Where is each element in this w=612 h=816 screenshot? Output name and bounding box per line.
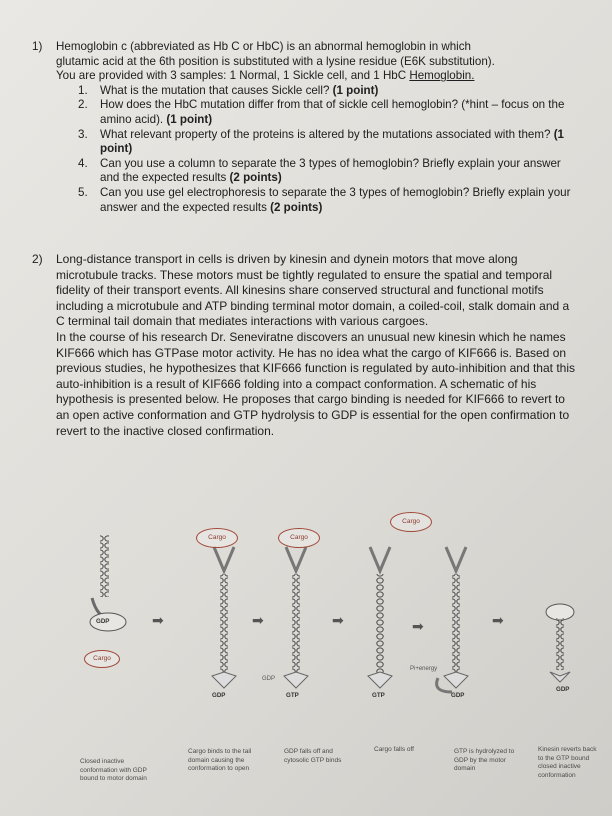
stage-caption: GDP falls off and cytosolic GTP binds [284, 748, 342, 764]
subquestion: 4. Can you use a column to separate the 3 types of hemoglobin? Briefly explain your answer and the expected results (2 points) [78, 156, 561, 185]
q1-subquestions [78, 84, 572, 215]
gtp-label: GTP [372, 692, 385, 699]
cargo-oval: Cargo [196, 528, 238, 548]
cargo-oval: Cargo [390, 512, 432, 532]
stage-caption: Kinesin reverts back to the GTP bound closed inactive conformation [538, 746, 597, 779]
subquestion: 3. What relevant property of the proteins is altered by the mutations associated with them? (1 point) [78, 127, 564, 156]
stage-caption: Closed inactive conformation with GDP bound to motor domain [80, 758, 147, 783]
q2-paragraph: In the course of his research Dr. Seneviratne discovers an unusual new kinesin which he names KIF666 which has GTPase motor activity. He has no idea what the cargo of KIF666 is. Based on previous studies, he hypothesizes that KIF666 function is regulated by auto-inhibition and that this auto-inhibition is a result of KIF666 folding into a compact conformation. A schematic of his hypothesis is presented below. He proposes that cargo binding is needed for KIF666 to revert to an open active conformation and GTP hydrolysis to GDP is essential for the open confirmation to revert to the inactive closed confirmation. [56, 329, 575, 438]
gdp-label: GDP [556, 686, 570, 693]
gdp-label: GDP [96, 618, 110, 625]
right-arrow-icon: ➡ [492, 612, 504, 628]
q1-line: Hemoglobin c (abbreviated as Hb C or HbC) is an abnormal hemoglobin in which [56, 40, 472, 53]
right-arrow-icon: ➡ [252, 612, 264, 628]
cargo-oval: Cargo [278, 528, 320, 548]
gdp-falling-label: GDP [262, 676, 276, 682]
question-number: 1) [32, 40, 43, 53]
question-2 [32, 252, 577, 439]
kinesin-closed-1 [90, 535, 126, 631]
kinesin-open-3 [284, 547, 308, 688]
kinesin-open-4 [368, 547, 392, 688]
kinesin-schematic [0, 500, 612, 816]
question-1 [32, 40, 572, 215]
right-arrow-icon: ➡ [152, 612, 164, 628]
cargo-oval: Cargo [84, 650, 120, 668]
gdp-label: GDP [212, 692, 226, 699]
kinesin-open-5 [437, 547, 468, 692]
kinesin-closed-6 [546, 604, 574, 682]
q1-line: glutamic acid at the 6th position is substituted with a lysine residue (E6K substitution). [56, 54, 495, 68]
kinesin-open-2 [212, 547, 236, 688]
stage-caption: GTP is hydrolyzed to GDP by the motor domain [454, 748, 515, 773]
question-number: 2) [32, 252, 43, 266]
right-arrow-icon: ➡ [332, 612, 344, 628]
pi-energy-label: Pi+energy [410, 666, 438, 672]
subquestion: 2. How does the HbC mutation differ from that of sickle cell hemoglobin? (*hint – focus on the amino acid). (1 point) [78, 98, 565, 126]
stage-caption: Cargo falls off [374, 746, 414, 753]
right-arrow-icon: ➡ [412, 618, 424, 634]
stage-caption: Cargo binds to the tail domain causing the conformation to open [188, 748, 252, 773]
subquestion: 1. What is the mutation that causes Sickle cell? (1 point) [78, 83, 379, 97]
gtp-label: GTP [286, 692, 299, 699]
gdp-label: GDP [451, 692, 465, 699]
q2-paragraph: Long-distance transport in cells is driven by kinesin and dynein motors that move along microtubule tracks. These motors must be tightly regulated to ensure the spatial and temporal fidelity of their transport events. All kinesins share conserved structural and functional motifs including a microtubule and ATP binding terminal motor domain, a coiled-coil, stalk domain and a C terminal tail domain that mediates interactions with various cargoes. [56, 252, 570, 329]
q1-line: You are provided with 3 samples: 1 Normal, 1 Sickle cell, and 1 HbC Hemoglobin. [56, 69, 475, 83]
subquestion: 5. Can you use gel electrophoresis to separate the 3 types of hemoglobin? Briefly explain your answer and the expected results (2 points) [78, 185, 571, 214]
hemoglobin-link: Hemoglobin. [409, 69, 475, 83]
